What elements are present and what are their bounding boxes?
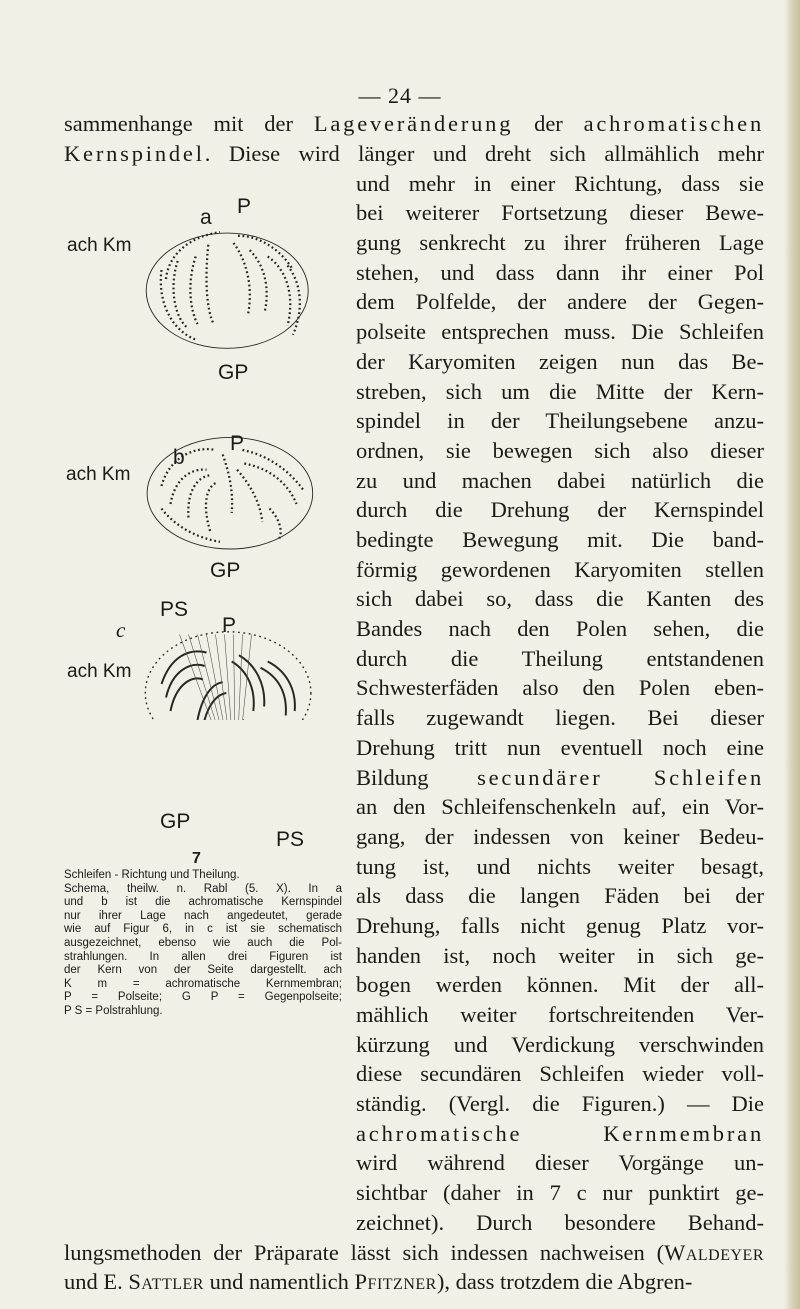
caption-line: der Kern von der Seite dargestellt. ach (64, 964, 342, 977)
fig-c-counterpole-label: GP (160, 810, 191, 833)
text-line-25: gang, der indessen von keiner Bedeu- (356, 824, 764, 849)
caption-line: P S = Polstrahlung. (64, 1004, 163, 1017)
fig-c-drawing (145, 632, 311, 720)
fig-c-letter: c (116, 618, 126, 642)
caption-line: strahlungen. In allen drei Figuren ist (64, 950, 342, 963)
text-line-13: zu und machen dabei natürlich die (356, 468, 764, 493)
fig-c-membrane-label: ach Km (67, 661, 132, 682)
text-line-30: bogen werden können. Mit der all- (356, 972, 764, 997)
text-line-22: Drehung tritt nun eventuell noch eine (356, 735, 764, 760)
text-line-4: bei weiterer Fortsetzung dieser Bewe- (356, 200, 764, 225)
text-line-28: Drehung, falls nicht genug Platz vor- (356, 913, 764, 938)
text-line-12: ordnen, sie bewegen sich also dieser (356, 438, 764, 463)
text-line-24: an den Schleifenschenkeln auf, ein Vor- (356, 794, 764, 819)
spaced-term: Kernspindel (64, 141, 205, 166)
page-edge-shadow (784, 0, 800, 1309)
text-line-20: Schwesterfäden also den Polen eben- (356, 675, 764, 700)
text-line-29: handen ist, noch weiter in sich ge- (356, 943, 764, 968)
text-segment: und namentlich (203, 1269, 355, 1294)
text-line-8: polseite entsprechen muss. Die Schleifen (356, 319, 764, 344)
author-name: Pfitzner (354, 1269, 437, 1294)
text-line-17: sich dabei so, dass die Kanten des (356, 586, 764, 611)
caption-line: und b ist die achromatische Kernspindel (64, 896, 342, 909)
text-line-5: gung senkrecht zu ihrer früheren Lage (356, 230, 764, 255)
text-line-11: spindel in der Theilungsebene anzu- (356, 408, 764, 433)
text-line-15: bedingte Bewegung mit. Die band- (356, 527, 764, 552)
text-line-39 (64, 1242, 764, 1265)
text-line-32: kürzung und Verdickung verschwinden (356, 1032, 764, 1057)
text-line-23 (356, 767, 764, 790)
text-line-14: durch die Drehung der Kernspindel (356, 497, 764, 522)
caption-line: wie auf Figur 6, in c ist sie schematisch (64, 923, 342, 936)
text-line-37: sichtbar (daher in 7 c nur punktirt ge- (356, 1180, 764, 1205)
text-line-27: als dass die langen Fäden bei der (356, 883, 764, 908)
text-line-19: durch die Theilung entstandenen (356, 646, 764, 671)
text-segment: Bildung (356, 765, 478, 790)
text-segment: und E. (64, 1269, 129, 1294)
spaced-term: secundärer Schleifen (477, 765, 765, 790)
spaced-term: Lageveränderung (313, 111, 514, 136)
spaced-term: achromatischen (583, 111, 764, 136)
text-segment: der (513, 111, 584, 136)
text-line-31: mählich weiter fortschreitenden Ver- (356, 1002, 764, 1027)
text-line-36: wird während dieser Vorgänge un- (356, 1150, 764, 1175)
text-line-9: der Karyomiten zeigen nun das Be- (356, 349, 764, 374)
caption-line: nur ihrer Lage nach angedeutet, gerade (64, 909, 342, 922)
text-line-16: förmig gewordenen Karyomiten stellen (356, 557, 764, 582)
text-line-33: diese secundären Schleifen wieder voll- (356, 1061, 764, 1086)
text-line-10: streben, sich um die Mitte der Kern- (356, 379, 764, 404)
fig-a-counterpole-label: GP (218, 361, 249, 384)
fig-a-membrane-label: ach Km (67, 235, 132, 256)
fig-c-pole-radiation-label-bottom: PS (276, 828, 305, 851)
author-name: Sattler (128, 1269, 204, 1294)
text-line-18: Bandes nach den Polen sehen, die (356, 616, 764, 641)
text-line-34: ständig. (Vergl. die Figuren.) — Die (356, 1091, 764, 1116)
text-segment: sammenhange mit der (64, 111, 314, 136)
text-line-40 (64, 1271, 764, 1294)
text-line-3: und mehr in einer Richtung, dass sie (356, 171, 764, 196)
fig-a-letter: a (200, 206, 212, 229)
text-segment: . Diese wird länger und dreht sich allmählich mehr (204, 141, 764, 166)
figure-number: 7 (192, 850, 201, 867)
caption-line: Schleifen - Richtung und Theilung. (64, 869, 240, 881)
author-name: Waldeyer (664, 1240, 764, 1265)
fig-b-membrane-label: ach Km (66, 464, 131, 485)
text-line-26: tung ist, und nichts weiter besagt, (356, 854, 764, 879)
fig-b-letter: b (173, 446, 185, 469)
caption-line: K m = achromatische Kernmembran; (64, 977, 342, 990)
caption-line: ausgezeichnet, ebenso wie auch die Pol- (64, 936, 342, 949)
text-line-38: zeichnet). Durch besondere Behand- (356, 1210, 764, 1235)
text-line-6: stehen, und dass dann ihr einer Pol (356, 260, 764, 285)
fig-a-pole-label: P (237, 195, 252, 218)
spaced-term: achromatische Kernmembran (356, 1121, 764, 1146)
text-line-35 (356, 1123, 764, 1146)
caption-line: P = Polseite; G P = Gegenpolseite; (64, 991, 342, 1004)
fig-a-drawing (146, 232, 308, 348)
text-line-7: dem Polfelde, der andere der Gegen- (356, 289, 764, 314)
fig-b-pole-label: P (230, 432, 245, 455)
fig-c-pole-label: P (222, 614, 237, 637)
fig-b-counterpole-label: GP (210, 559, 241, 582)
caption-line: Schema, theilw. n. Rabl (5. X). In a (64, 882, 342, 895)
text-segment: ), dass trotzdem die Abgren- (436, 1269, 693, 1294)
page-number: — 24 — (358, 83, 442, 108)
fig-c-pole-radiation-label-top: PS (160, 598, 189, 621)
text-segment: lungsmethoden der Präparate lässt sich indessen nachweisen ( (64, 1240, 665, 1265)
text-line-21: falls zugewandt liegen. Bei dieser (356, 705, 764, 730)
figure-caption (64, 869, 342, 1019)
